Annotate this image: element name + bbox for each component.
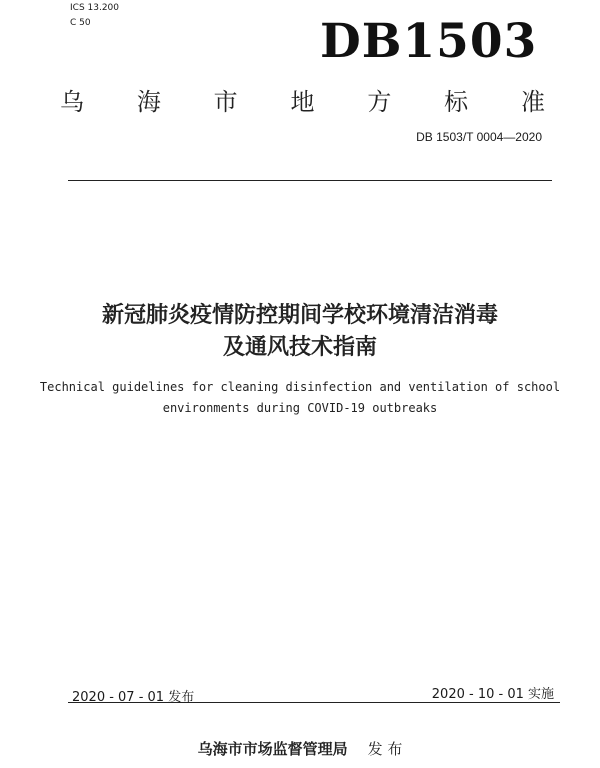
title-cn-line2: 及通风技术指南 [222,335,377,360]
ics-code: ICS 13.200 [70,3,120,13]
title-en-line1: Technical guidelines for cleaning disinfection and ventilation of school [39,380,561,394]
publisher-line [0,738,600,759]
standard-type-char: 标 [444,88,469,116]
standard-type-char: 海 [136,88,161,116]
issue-label: 发 布 [367,740,403,758]
ccs-code: C 50 [70,18,91,28]
footer-divider [68,702,560,703]
standard-type-char: 方 [367,88,392,116]
title-cn-line1: 新冠肺炎疫情防控期间学校环境清洁消毒 [101,303,498,328]
publish-date: 2020 - 07 - 01 发布 [72,690,195,705]
title-en-line2: environments during COVID-19 outbreaks [162,401,438,415]
standard-type-char: 准 [520,88,545,116]
standard-type-char: 市 [213,88,238,116]
standard-number: DB 1503/T 0004—2020 [416,130,542,144]
standard-code: DB1503 [320,14,538,69]
standard-type [60,82,545,117]
standard-type-char: 乌 [60,88,84,116]
header-divider [68,180,552,181]
implement-date: 2020 - 10 - 01 实施 [431,687,554,702]
standard-type-char: 地 [290,88,315,116]
publisher-name: 乌海市市场监督管理局 [197,740,348,758]
